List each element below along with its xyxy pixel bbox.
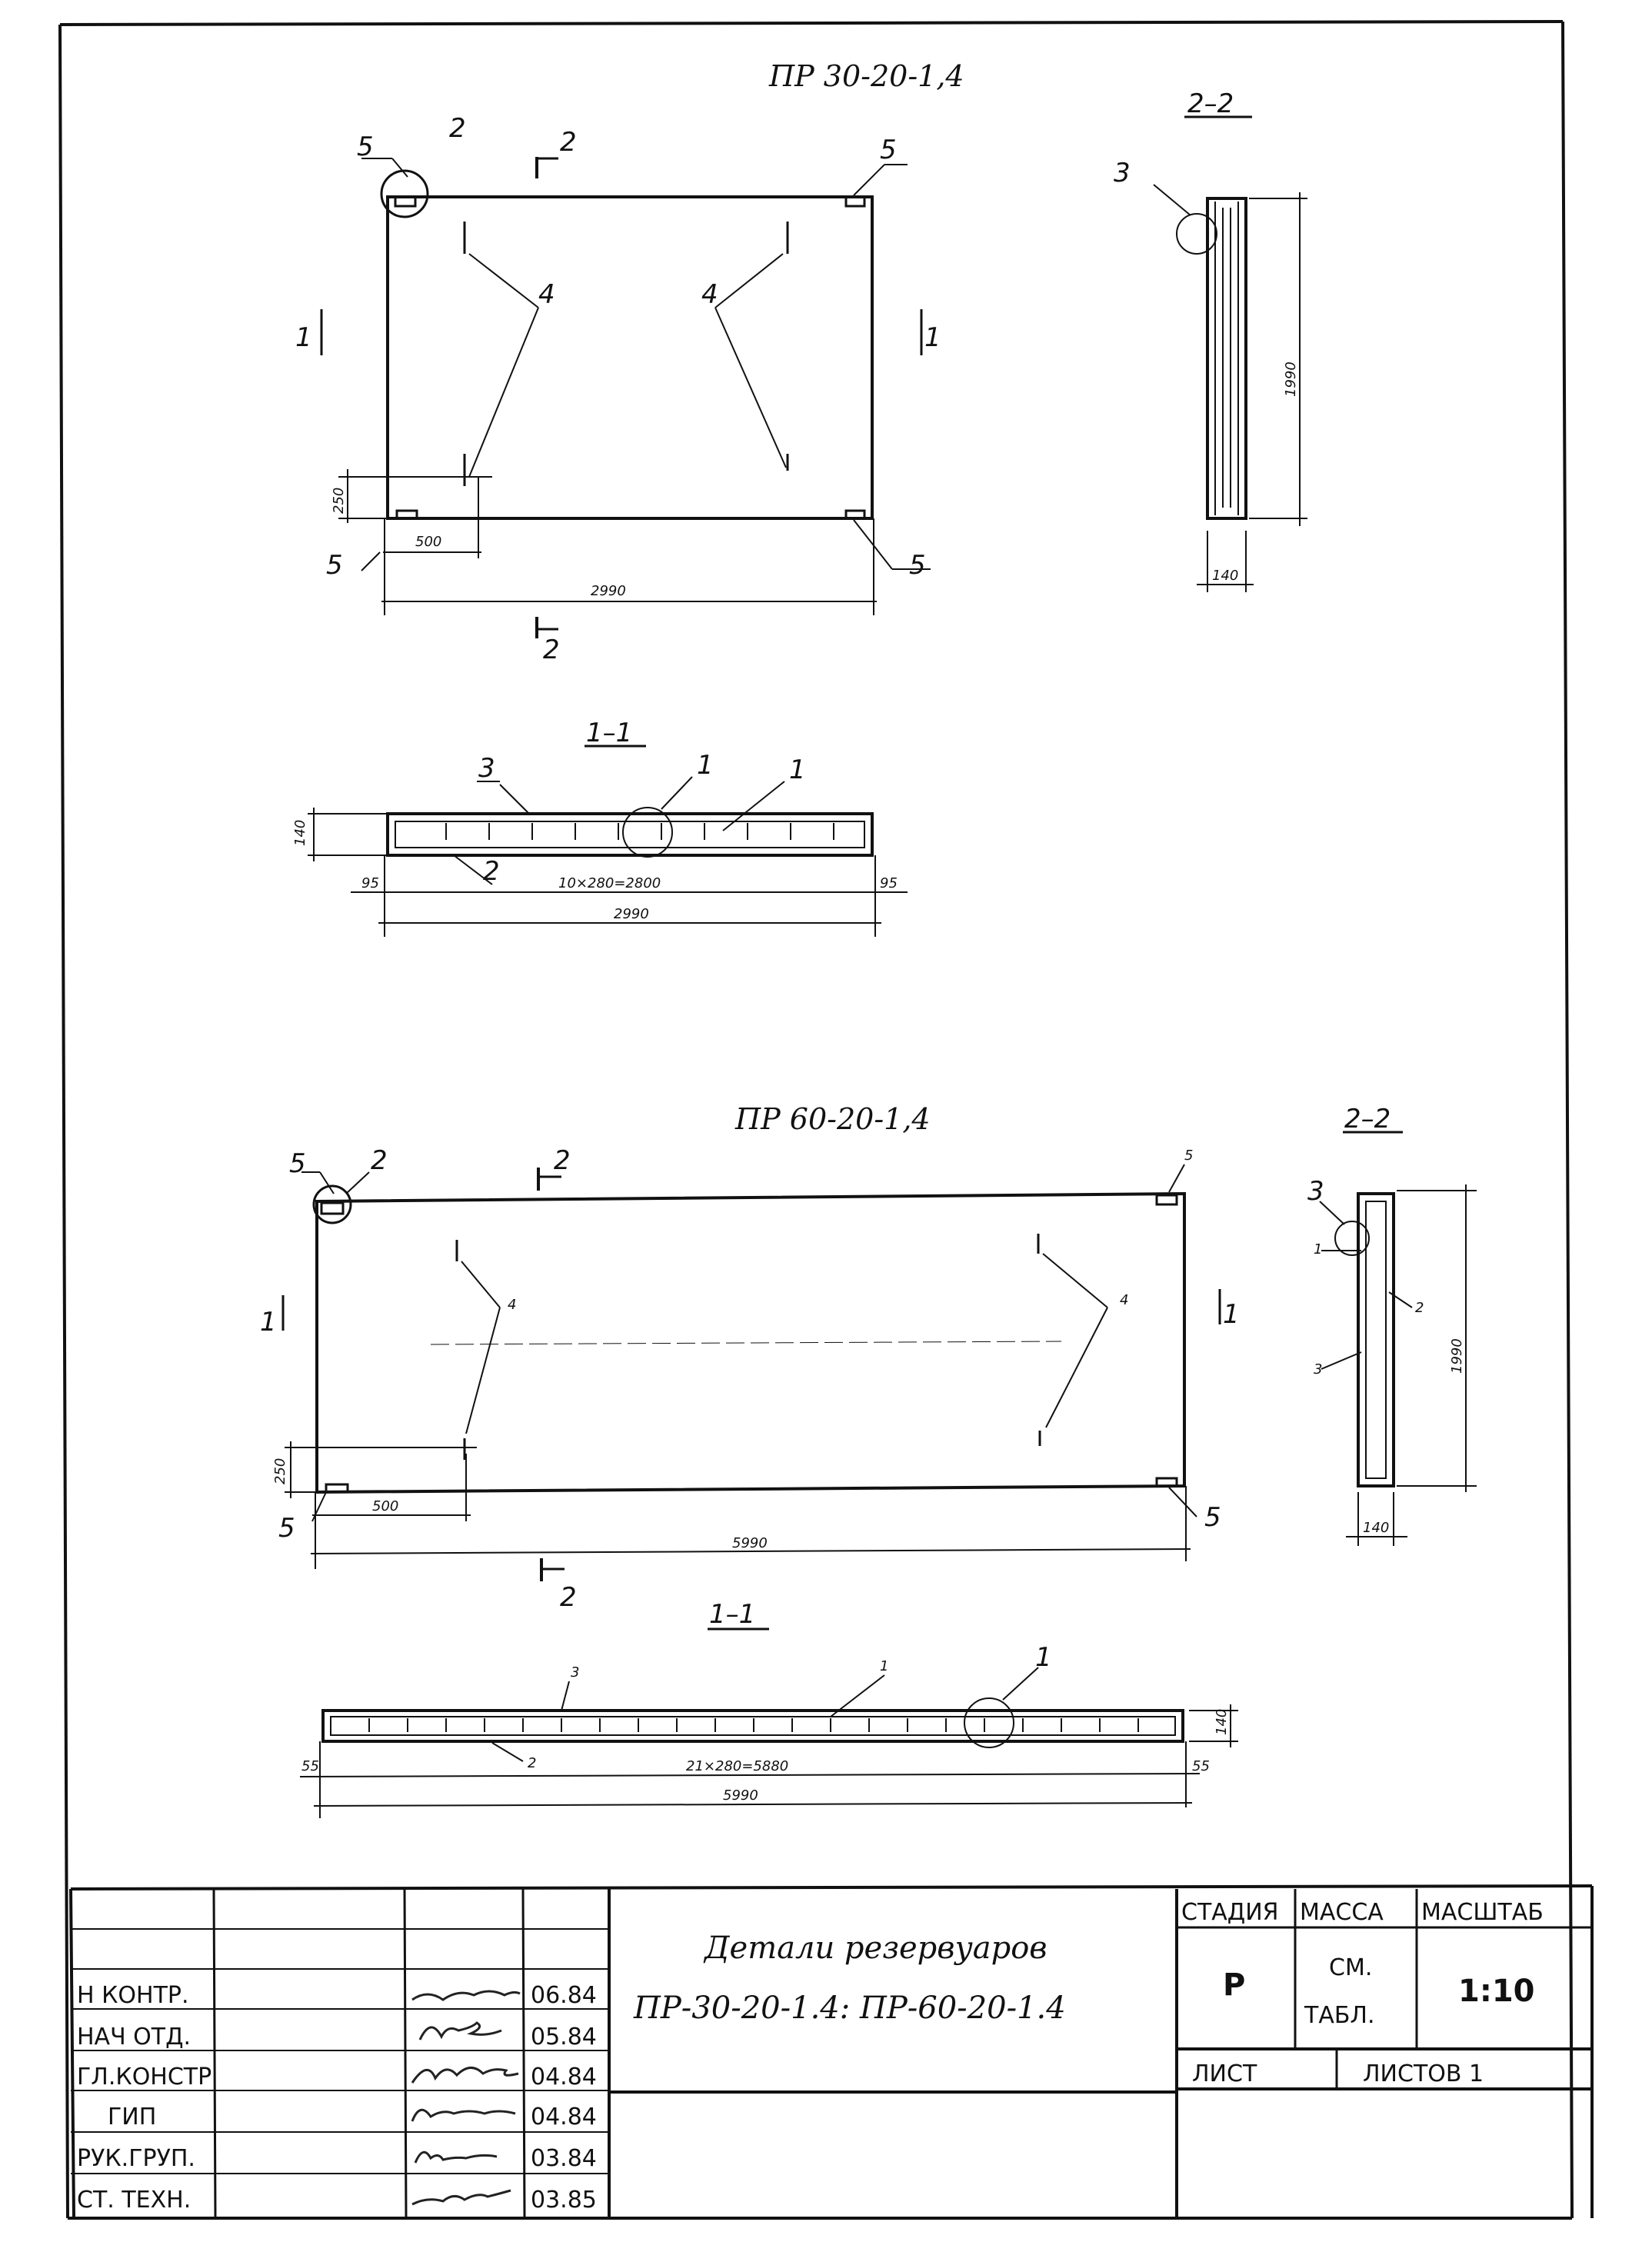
section11-1-thickness: 140: [292, 819, 308, 846]
role-2: ГЛ.КОНСТР: [77, 2064, 212, 2090]
section11-2-spacing: 21×280=5880: [686, 1758, 789, 1774]
section22-2-width: 140: [1363, 1520, 1390, 1536]
title-line-2: ПР-30-20-1.4: ПР-60-20-1.4: [634, 1990, 1066, 2026]
stage-label: СТАДИЯ: [1181, 1899, 1279, 1926]
plan2-dim-offset: 500: [372, 1498, 399, 1514]
date-5: 03.85: [531, 2187, 597, 2214]
cut1-left-label: 1: [295, 322, 312, 353]
mass-value-line-2: ТАБЛ.: [1304, 2002, 1375, 2029]
role-3: ГИП: [108, 2104, 157, 2130]
plan1-leader-5-br: 5: [909, 550, 926, 581]
plan-view-2: [283, 1164, 1220, 1581]
section11-2-leader-1a: 1: [880, 1658, 889, 1674]
plan1-dim-edge: 250: [331, 487, 347, 514]
section11-1-leader-1a: 1: [697, 750, 714, 781]
date-1: 05.84: [531, 2024, 597, 2050]
plan1-leader-2: 2: [449, 113, 466, 144]
scale-value: 1:10: [1458, 1974, 1535, 2009]
plan1-leader-4-left: 4: [538, 279, 555, 310]
cut21-right-label: 1: [1223, 1299, 1240, 1330]
date-0: 06.84: [531, 1982, 597, 2009]
section11-2-leader-3: 3: [571, 1664, 580, 1681]
plan2-leader-5-tr: 5: [1184, 1148, 1194, 1164]
plan1-leader-5-tr: 5: [880, 135, 897, 165]
drawing1-title: ПР 30-20-1,4: [769, 59, 964, 93]
role-4: РУК.ГРУП.: [77, 2145, 195, 2172]
section11-1-total: 2990: [614, 906, 649, 922]
section11-2-total: 5990: [723, 1787, 758, 1804]
section11-1-right-margin: 95: [880, 875, 898, 891]
role-5: СТ. ТЕХН.: [77, 2187, 192, 2214]
plan1-dim-length: 2990: [591, 583, 626, 599]
section11-2-title: 1–1: [709, 1599, 756, 1630]
date-3: 04.84: [531, 2104, 597, 2130]
section11-1-leader-2: 2: [483, 856, 500, 887]
cut2-bottom-label: 2: [543, 635, 560, 665]
cut22-bottom-label: 2: [560, 1582, 577, 1613]
section-1-1-view-2: [300, 1629, 1238, 1818]
sheet-label: ЛИСТ: [1192, 2060, 1257, 2087]
section22-2-leader-1: 1: [1314, 1241, 1323, 1258]
section11-1-leader-3: 3: [478, 753, 495, 784]
section22-2-leader-2: 2: [1415, 1300, 1424, 1316]
stage-value: Р: [1223, 1967, 1246, 2003]
section22-1-title: 2–2: [1187, 88, 1234, 119]
sheets-label: ЛИСТОВ 1: [1363, 2060, 1484, 2087]
section11-2-left-margin: 55: [301, 1758, 319, 1774]
plan2-leader-5-tl: 5: [289, 1148, 306, 1179]
section11-2-leader-1b: 1: [1035, 1642, 1052, 1673]
date-2: 04.84: [531, 2064, 597, 2090]
section11-2-leader-2: 2: [528, 1755, 537, 1771]
plan-view-1: [321, 157, 931, 638]
section22-1-height: 1990: [1283, 361, 1299, 397]
section11-2-thickness: 140: [1214, 1708, 1230, 1735]
drawing-pr-30: [292, 59, 1307, 937]
section22-2-height: 1990: [1449, 1338, 1465, 1374]
plan2-leader-2: 2: [371, 1145, 388, 1176]
handwritten-signatures: [412, 1991, 520, 2204]
plan2-leader-4-right: 4: [1120, 1292, 1129, 1308]
drawing-pr-60: [260, 1102, 1477, 1818]
plan1-leader-5-tl: 5: [357, 132, 374, 162]
section22-1-width: 140: [1212, 568, 1239, 584]
section11-1-leader-1b: 1: [789, 755, 806, 785]
section22-2-title: 2–2: [1344, 1104, 1391, 1134]
section11-1-left-margin: 95: [361, 875, 379, 891]
section22-2-leader-3b: 3: [1314, 1361, 1323, 1378]
section11-1-title: 1–1: [586, 718, 633, 748]
scale-label: МАСШТАБ: [1421, 1899, 1544, 1926]
section-1-1-view-1: [308, 746, 908, 937]
cut22-top-label: 2: [554, 1145, 571, 1176]
mass-value-line-1: СМ.: [1329, 1954, 1373, 1981]
section22-1-leader-3: 3: [1114, 158, 1131, 188]
title-line-1: Детали резервуаров: [704, 1931, 1047, 1966]
section-2-2-view-1: [1154, 117, 1307, 592]
plan1-leader-4-right: 4: [701, 279, 718, 310]
plan2-dim-length: 5990: [732, 1535, 768, 1551]
role-1: НАЧ ОТД.: [77, 2024, 192, 2050]
cut1-right-label: 1: [924, 322, 941, 353]
drawing2-title: ПР 60-20-1,4: [735, 1102, 931, 1136]
plan2-leader-4-left: 4: [508, 1297, 517, 1313]
mass-label: МАССА: [1300, 1899, 1384, 1926]
date-4: 03.84: [531, 2145, 597, 2172]
plan1-leader-5-bl: 5: [326, 550, 343, 581]
role-0: Н КОНТР.: [77, 1982, 189, 2009]
section11-2-right-margin: 55: [1192, 1758, 1210, 1774]
section11-1-spacing: 10×280=2800: [558, 875, 661, 891]
section22-2-leader-3a: 3: [1307, 1176, 1324, 1207]
cut2-top-label: 2: [560, 127, 577, 158]
plan2-leader-5-bl: 5: [278, 1513, 295, 1544]
cut21-left-label: 1: [260, 1307, 277, 1338]
plan1-dim-offset: 500: [415, 534, 442, 550]
plan2-leader-5-br: 5: [1204, 1502, 1221, 1533]
signature-table: [77, 1982, 597, 2214]
plan2-dim-edge: 250: [272, 1457, 288, 1484]
